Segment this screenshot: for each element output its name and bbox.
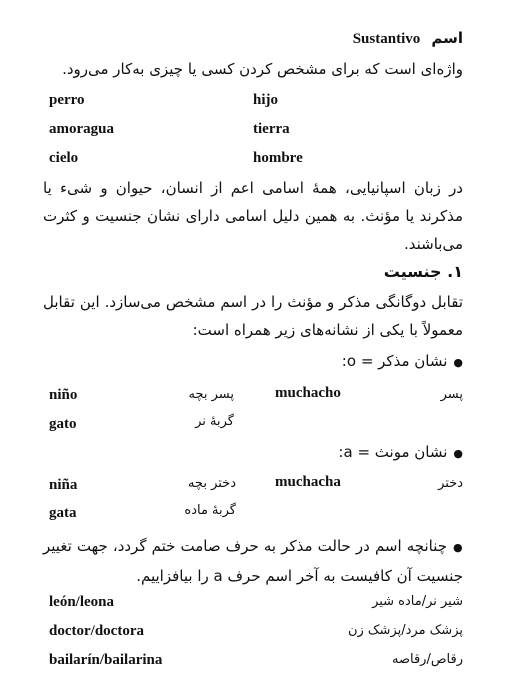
bullet-icon: [447, 537, 463, 555]
consonant-rule: [43, 532, 463, 590]
masc-translation: پسر: [440, 387, 463, 402]
pair-spanish: doctor/doctora: [49, 623, 144, 639]
masc-word: niño: [49, 387, 78, 403]
pair-spanish: león/leona: [49, 594, 115, 610]
example-word: hombre: [253, 150, 303, 166]
masculine-label-text: نشان مذکر = o:: [341, 352, 448, 370]
fem-translation: گربهٔ ماده: [184, 503, 236, 518]
fem-word: muchacha: [275, 474, 341, 490]
pair-persian: شیر نر/ماده شیر: [372, 594, 463, 609]
pair-persian: رقاص/رقاصه: [391, 652, 463, 667]
gender-heading: ۱. جنسیت: [383, 262, 463, 281]
fem-word: gata: [49, 505, 77, 521]
noun-title-fa: اسم: [431, 29, 463, 47]
gender-intro: تقابل دوگانگی مذکر و مؤنث را در اسم مشخص می‌سازد. این تقابل معمولاً با یکی از نشانه‌های زیر همراه است:: [43, 293, 463, 339]
noun-paragraph: در زبان اسپانیایی، همهٔ اسامی اعم از انسان، حیوان و شیء یا مذکرند یا مؤنث. به همین دلیل اسامی دارای نشان جنسیت و کثرت می‌باشند.: [43, 179, 463, 253]
bullet-icon: [447, 443, 463, 461]
fem-translation: دختر: [438, 476, 463, 491]
feminine-label-text: نشان مونث = a:: [338, 443, 448, 461]
consonant-rule-text: چنانچه اسم در حالت مذکر به حرف صامت ختم گردد، جهت تغییر جنسیت آن کافیست به آخر اسم حرف a را بیافزاییم.: [43, 537, 463, 585]
masc-word: gato: [49, 416, 77, 432]
masc-translation: پسر بچه: [188, 387, 234, 402]
noun-definition: واژه‌ای است که برای مشخص کردن کسی یا چیزی به‌کار می‌رود.: [62, 60, 463, 78]
fem-word: niña: [49, 477, 78, 493]
bullet-icon: [447, 352, 463, 370]
masculine-marker-label: [342, 352, 463, 370]
noun-title: [353, 28, 463, 48]
example-word: hijo: [253, 92, 279, 108]
pair-spanish: bailarín/bailarina: [49, 652, 163, 668]
masc-translation: گربهٔ نر: [195, 414, 234, 429]
pair-persian: پزشک مرد/پزشک زن: [347, 623, 463, 638]
example-word: cielo: [49, 150, 79, 166]
feminine-marker-label: [338, 443, 463, 461]
example-word: amoragua: [49, 121, 114, 137]
example-word: perro: [49, 92, 85, 108]
noun-title-es: Sustantivo: [352, 31, 421, 47]
example-word: tierra: [253, 121, 290, 137]
masc-word: muchacho: [275, 385, 341, 401]
fem-translation: دختر بچه: [187, 476, 236, 491]
